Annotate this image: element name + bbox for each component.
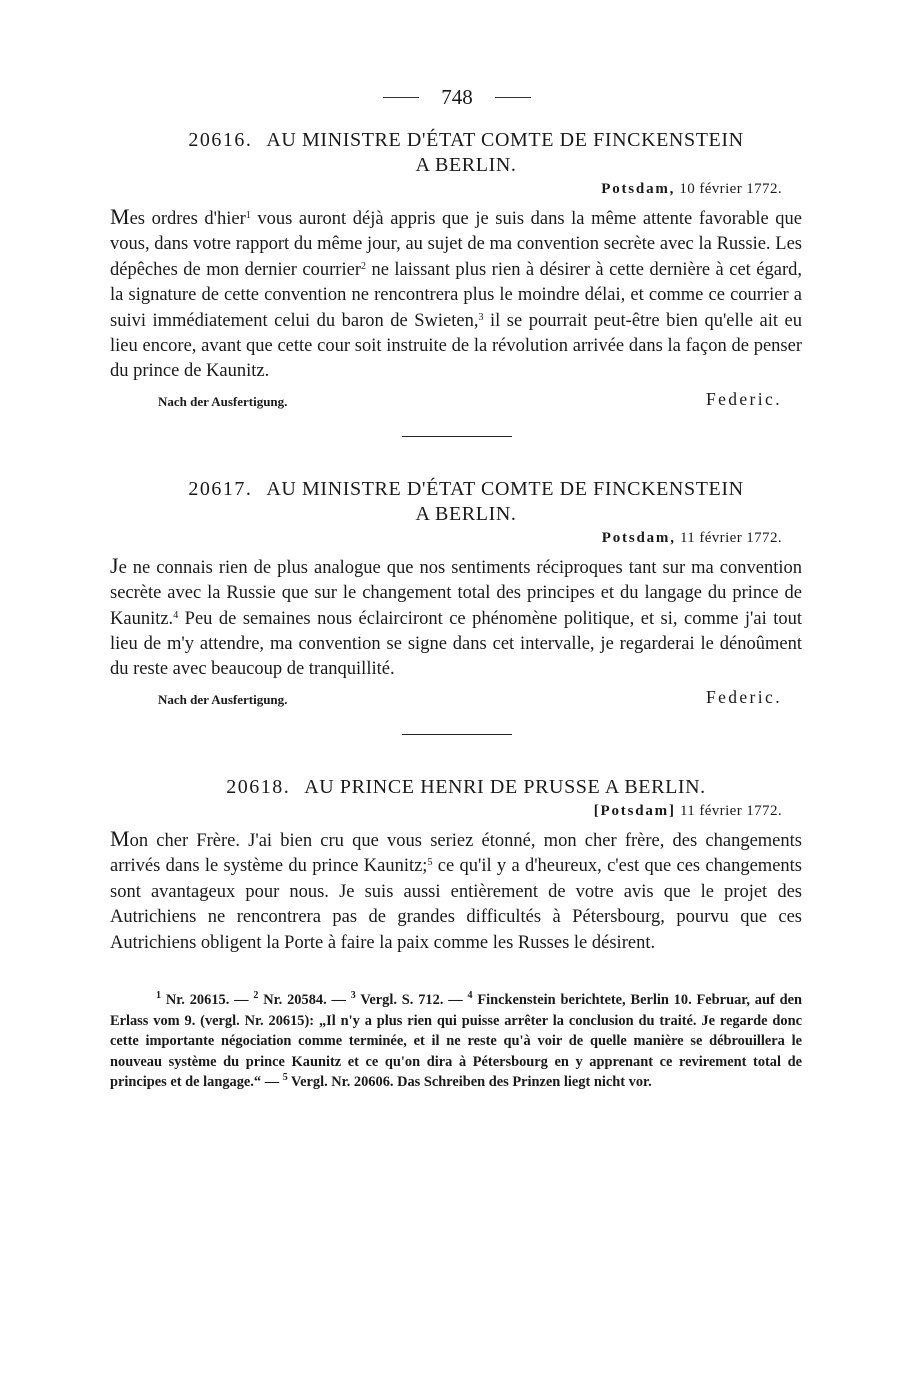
footnote-mark: 1: [156, 989, 161, 1001]
dateline-place: Potsdam,: [601, 529, 676, 546]
signature: Federic.: [705, 686, 782, 707]
heading-line-1: AU MINISTRE D'ÉTAT COMTE DE FINCKENSTEIN: [266, 129, 744, 151]
footnote-3: Vergl. S. 712. —: [355, 991, 468, 1008]
footnote-mark: 5: [427, 857, 433, 869]
header-rule-right: [495, 97, 531, 98]
footnote-mark: 3: [478, 311, 484, 323]
signature-row: [110, 389, 804, 410]
letter-body: [110, 826, 804, 956]
body-part: Peu de semaines nous éclairciront ce phénomène politique, et si, comme j'ai tout lieu de m'y attendre, ma convention se signe dans cet intervalle, je regarderai le dénoûment du reste avec beaucoup de tranquillité.: [110, 608, 802, 680]
footnote-mark: 4: [467, 989, 473, 1001]
page-header: [110, 80, 804, 114]
initial-letter: J: [110, 552, 119, 578]
header-rule-left: [383, 97, 419, 98]
body-part: ne laissant plus rien à désirer à cette dernière à cet égard, la signature de cette convention ne rencontrera plus le moindre délai, et comme ce courrier a suivi immédiatement celui du baron de Swieten,: [110, 259, 802, 331]
footnote-mark: 2: [360, 260, 366, 272]
heading-line-2: A BERLIN.: [415, 154, 517, 176]
signature-row: [110, 687, 804, 708]
heading-line-1: AU PRINCE HENRI DE PRUSSE A BERLIN.: [304, 775, 706, 798]
footnote-mark: 5: [282, 1072, 288, 1084]
dateline-date: 10 février 1772.: [679, 181, 782, 197]
signature: Federic.: [705, 388, 782, 409]
footnote-1: Nr. 20615. —: [161, 991, 254, 1008]
source-note: Nach der Ausfertigung.: [158, 393, 288, 409]
dateline-place: Potsdam,: [601, 181, 676, 197]
heading-line-2: A BERLIN.: [415, 502, 517, 525]
dateline: [110, 527, 804, 549]
body-part: il se pourrait peut-être bien qu'elle ait eu lieu encore, avant que cette cour soit instruite de la révolution arrivée dans la façon de penser du prince de Kaunitz.: [110, 310, 802, 382]
footnote-mark: 4: [173, 609, 179, 621]
footnote-4: Finckenstein berichtete, Berlin 10. Februar, auf den Erlass vom 9. (vergl. Nr. 20615): „Il n'y a plus rien qui puisse arrêter la conclusion du traité. Je regarde donc cette importante négociation comme terminée, et il ne reste qu'à voir de quelle manière se débrouillera le nouveau système du prince Kaunitz et ce qu'on dira à Pétersbourg en y apprenant ce revirement total de principes et de langage.“ —: [110, 991, 802, 1091]
letter-heading: [110, 128, 804, 178]
letter-number: 20616.: [188, 129, 253, 151]
heading-line-1: AU MINISTRE D'ÉTAT COMTE DE FINCKENSTEIN: [266, 477, 744, 500]
letter-heading: [110, 775, 804, 800]
initial-letter: M: [110, 204, 130, 229]
body-part: vous auront déjà appris que je suis dans la même attente favorable que vous, dans votre rapport du même jour, au sujet de ma convention secrète avec la Russie. Les dépêches de mon dernier courrier: [110, 209, 802, 280]
section-separator: [402, 734, 512, 735]
body-part: ce qu'il y a d'heureux, c'est que ces changements sont avantageux pour nous. Je suis aussi entièrement de votre avis que le projet des Autrichiens ne rencontrera pas de grandes difficultés à Pétersbourg, pourvu que ces Autrichiens obligent la Porte à faire la paix comme les Russes le désirent.: [110, 856, 802, 953]
letter-number: 20618.: [226, 775, 291, 798]
footnotes: [110, 990, 804, 1093]
dateline-date: 11 février 1772.: [679, 802, 782, 819]
document-page: [110, 80, 804, 1093]
body-part: e ne connais rien de plus analogue que nos sentiments réciproques tant sur ma convention secrète avec la Russie que sur le changement total des principes et du langage du prince de Kaunitz.: [110, 557, 802, 629]
footnote-5: Vergl. Nr. 20606. Das Schreiben des Prinzen liegt nicht vor.: [287, 1074, 652, 1091]
letter-number: 20617.: [188, 477, 253, 500]
dateline: [110, 178, 804, 200]
letter-body: [110, 204, 804, 385]
source-note: Nach der Ausfertigung.: [158, 691, 288, 707]
letter-20618: [110, 775, 804, 956]
letter-body: [110, 553, 804, 683]
letter-20616: [110, 128, 804, 410]
footnote-text: [110, 990, 802, 1093]
footnote-2: Nr. 20584. —: [258, 991, 351, 1008]
footnote-mark: 1: [245, 210, 251, 221]
dateline-place: [Potsdam]: [593, 802, 676, 819]
body-part: es ordres d'hier: [129, 209, 246, 229]
section-separator: [402, 436, 512, 437]
page-number: 748: [441, 84, 473, 109]
letter-20617: [110, 477, 804, 708]
letter-heading: [110, 477, 804, 527]
footnote-mark: 2: [253, 989, 259, 1001]
body-part: on cher Frère. J'ai bien cru que vous seriez étonné, mon cher frère, des changements arrivés dans le système du prince Kaunitz;: [110, 830, 802, 877]
dateline-date: 11 février 1772.: [679, 529, 782, 546]
footnote-mark: 3: [350, 989, 356, 1001]
initial-letter: M: [110, 825, 130, 851]
dateline: [110, 800, 804, 822]
